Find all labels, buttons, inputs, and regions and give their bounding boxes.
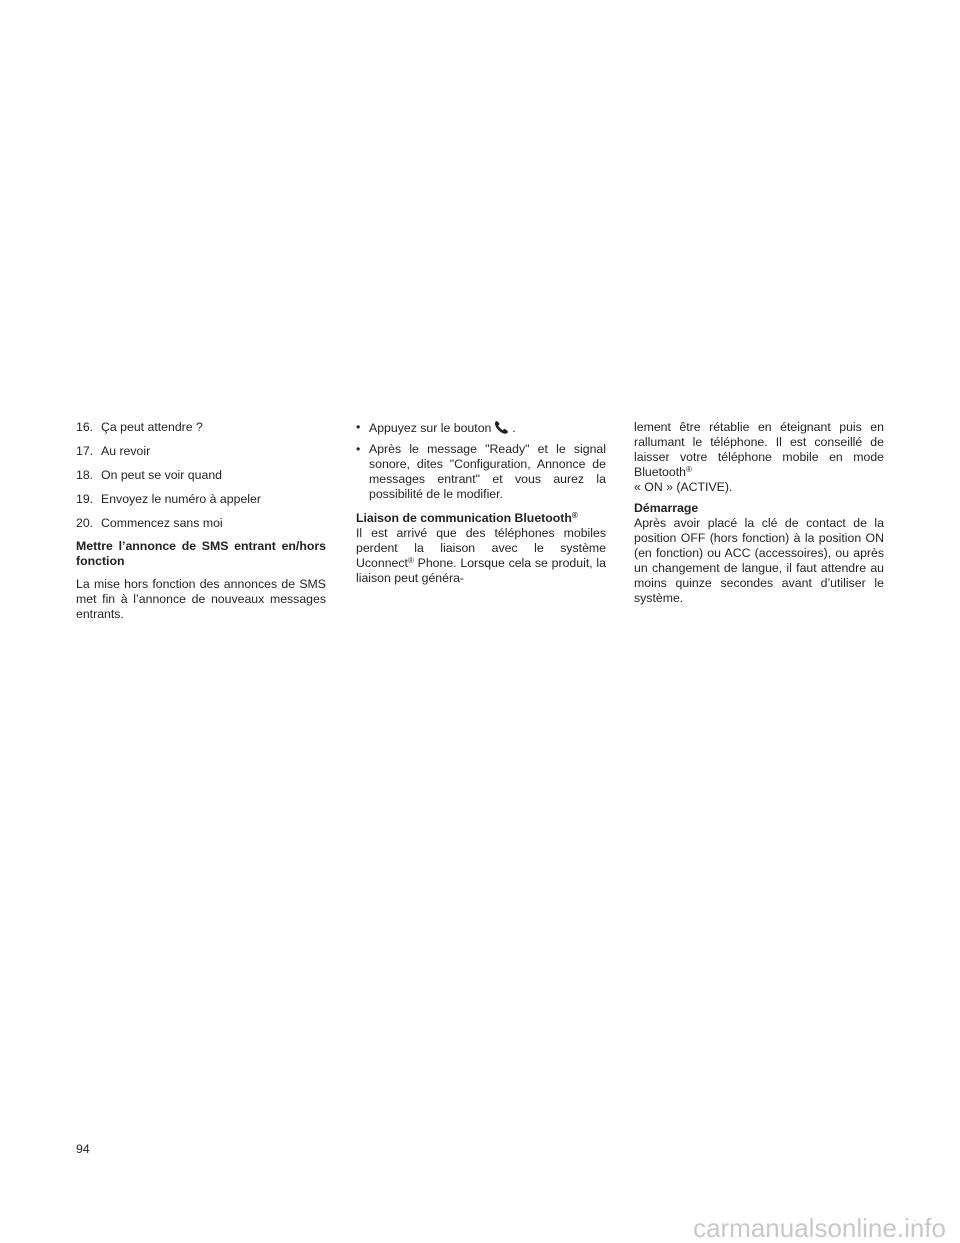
section-heading-sms-announce: Mettre l’annonce de SMS entrant en/hors fonction xyxy=(76,539,326,568)
paragraph-startup: Après avoir placé la clé de contact de la position OFF (hors fonction) à la position ON (en fonction) ou ACC (accessoires), ou après un changement de langue, il faut attendre au moins quinze secondes avant d’utiliser le système. xyxy=(634,516,884,605)
bullet-item: • Après le message "Ready" et le signal sonore, dites "Configuration, Annonce de messages entrant" et vous aurez la possibilité de le modifier. xyxy=(356,442,606,501)
section-heading-bluetooth-link: Liaison de communication Bluetooth® xyxy=(356,511,578,525)
paragraph-bluetooth-link: Il est arrivé que des téléphones mobiles perdent la liaison avec le système Uconnect® Phone. Lorsque cela se produit, la liaison peut généra- xyxy=(356,526,606,585)
column-2 xyxy=(356,420,606,586)
watermark-text: carmanualsonline.info xyxy=(693,1213,946,1243)
paragraph-bluetooth-continued: lement être rétablie en éteignant puis en rallumant le téléphone. Il est conseillé de laisser votre téléphone mobile en mode Bluetooth® « ON » (ACTIVE). xyxy=(634,420,884,494)
column-3 xyxy=(634,420,884,606)
list-item: 18. On peut se voir quand xyxy=(76,468,222,482)
paragraph-sms-announce: La mise hors fonction des annonces de SMS met fin à l’annonce de nouveaux messages entrants. xyxy=(76,577,326,621)
page-number: 94 xyxy=(76,1142,90,1156)
list-item: 19. Envoyez le numéro à appeler xyxy=(76,492,261,506)
bullet-marker: • xyxy=(356,442,361,456)
phone-icon xyxy=(494,420,510,434)
list-item: 17. Au revoir xyxy=(76,444,151,458)
column-1 xyxy=(76,420,326,630)
bullet-item: • Appuyez sur le bouton . xyxy=(356,420,516,435)
list-item: 16. Ça peut attendre ? xyxy=(76,420,203,434)
bullet-marker: • xyxy=(356,420,361,434)
section-heading-startup: Démarrage xyxy=(634,501,699,515)
list-item: 20. Commencez sans moi xyxy=(76,516,223,530)
